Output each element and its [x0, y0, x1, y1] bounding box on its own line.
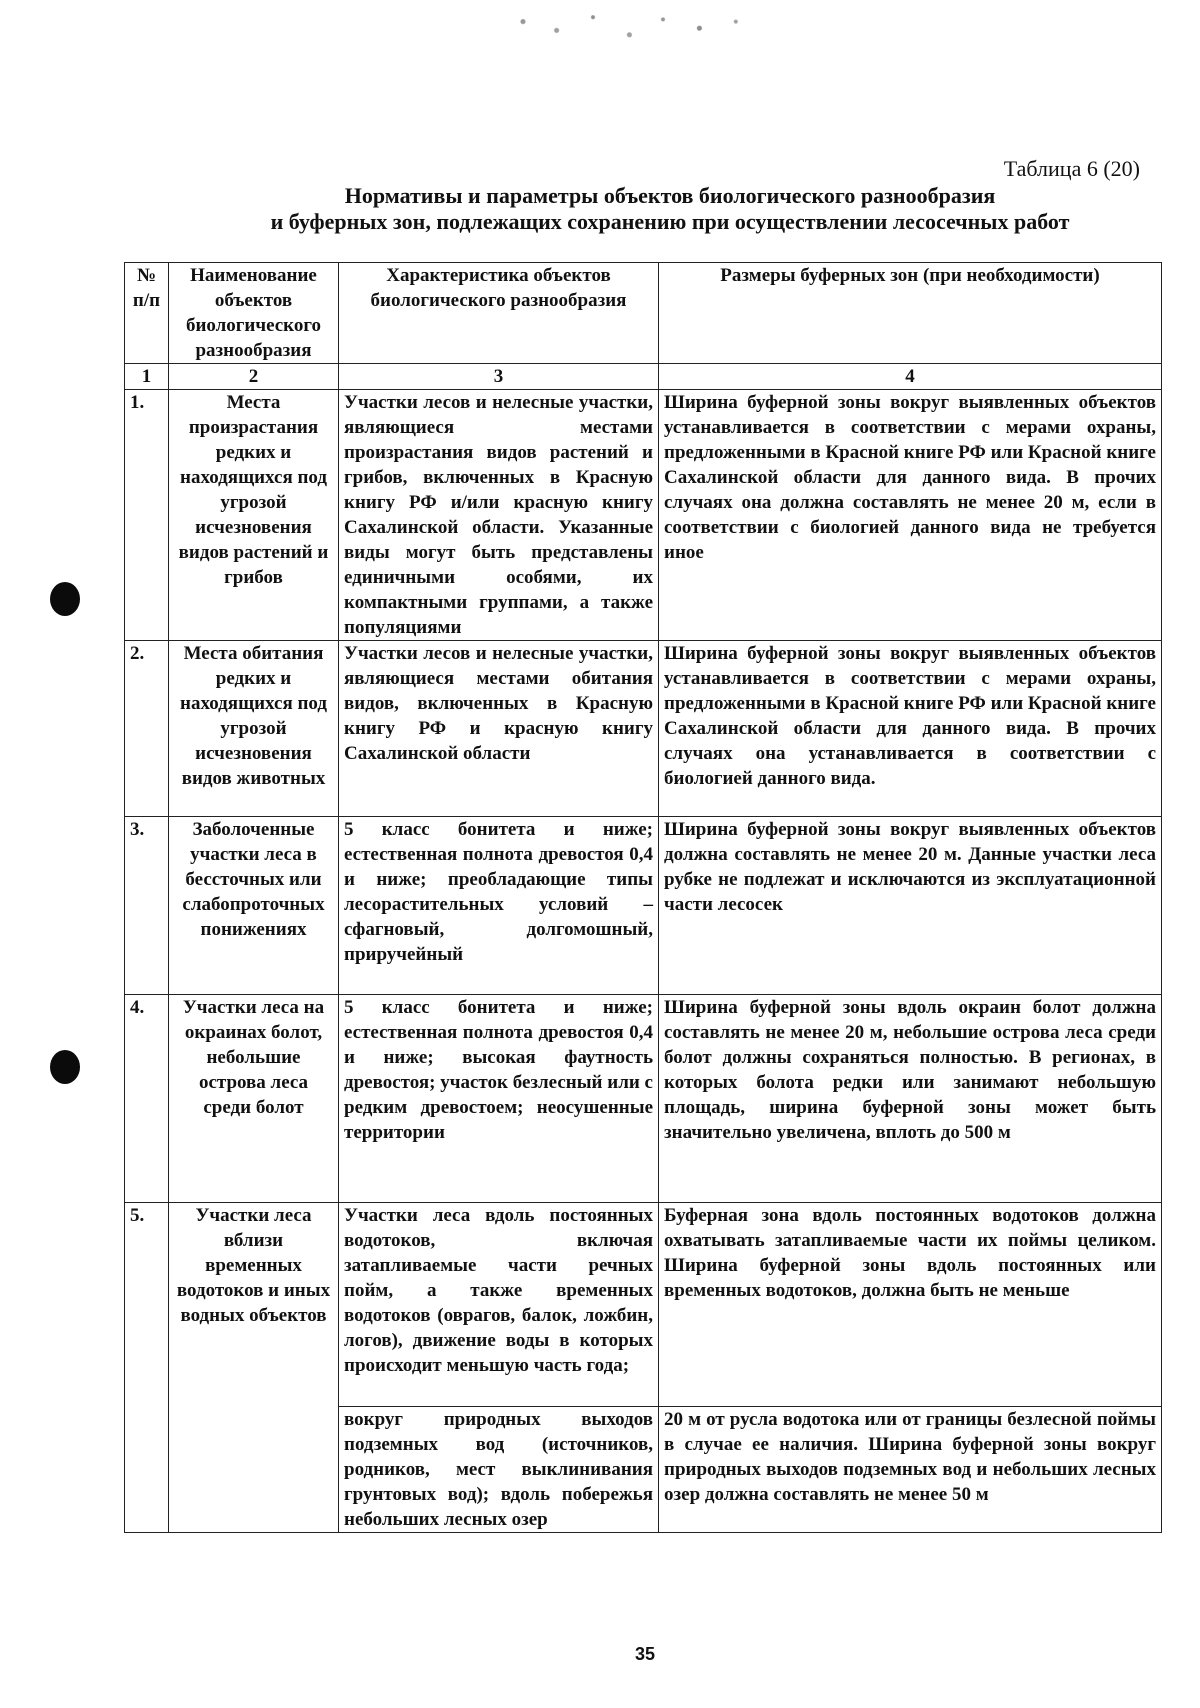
column-header: Характеристика объектов биологического разнообразия — [339, 263, 659, 364]
document-title — [0, 183, 1200, 235]
column-number: 2 — [169, 364, 339, 390]
page-number: 35 — [634, 1644, 656, 1664]
table-header-row — [125, 263, 1162, 364]
punch-hole-mark — [50, 1050, 80, 1084]
object-name: Участки леса на окраинах болот, небольшие острова леса среди болот — [169, 995, 339, 1203]
object-name: Участки леса вблизи временных водотоков и иных водных объектов — [169, 1203, 339, 1533]
title-line: Нормативы и параметры объектов биологического разнообразия — [344, 183, 996, 208]
object-characteristic: вокруг природных выходов подземных вод (источников, родников, мест выклинивания грунтовых вод); вдоль побережья небольших лесных озер — [339, 1407, 659, 1533]
table-row — [125, 1203, 1162, 1407]
table-row — [125, 995, 1162, 1203]
row-number: 4. — [125, 995, 169, 1203]
object-characteristic: Участки лесов и нелесные участки, являющиеся местами произрастания видов растений и грибов, включенных в Красную книгу РФ и/или красную книгу Сахалинской области. Указанные виды могут быть представлены единичными особями, их компактными группами, а также популяциями — [339, 390, 659, 641]
column-header: Размеры буферных зон (при необходимости) — [659, 263, 1162, 364]
object-name: Места обитания редких и находящихся под угрозой исчезновения видов животных — [169, 641, 339, 817]
buffer-zone-size: Ширина буферной зоны вокруг выявленных объектов устанавливается в соответствии с мерами охраны, предложенными в Красной книге РФ или Красной книге Сахалинской области для данного вида. В прочих случаях она должна составлять не менее 20 м, если в соответствии с биологией данного вида не требуется иное — [659, 390, 1162, 641]
table-number: Таблица 6 (20) — [1003, 156, 1140, 181]
column-header: № п/п — [125, 263, 169, 364]
title-line: и буферных зон, подлежащих сохранению при осуществлении лесосечных работ — [270, 209, 1070, 234]
object-characteristic: 5 класс бонитета и ниже; естественная полнота древостоя 0,4 и ниже; высокая фаутность древостоя; участок безлесный или с редким древостоем; неосушенные территории — [339, 995, 659, 1203]
row-number: 2. — [125, 641, 169, 817]
buffer-zone-size: 20 м от русла водотока или от границы безлесной поймы в случае ее наличия. Ширина буферной зоны вокруг природных выходов подземных вод и небольших лесных озер должна составлять не менее 50 м — [659, 1407, 1162, 1533]
buffer-zone-size: Ширина буферной зоны вокруг выявленных объектов должна составлять не менее 20 м. Данные участки леса рубке не подлежат и исключаются из эксплуатационной части лесосек — [659, 817, 1162, 995]
biodiversity-table — [124, 262, 1162, 1533]
object-characteristic: Участки лесов и нелесные участки, являющиеся местами обитания видов, включенных в Красную книгу РФ и красную книгу Сахалинской области — [339, 641, 659, 817]
scan-noise-top — [495, 4, 775, 48]
buffer-zone-size: Ширина буферной зоны вдоль окраин болот должна составлять не менее 20 м, небольшие острова леса среди болот должны сохраняться полностью. В регионах, в которых болота редки или занимают небольшую площадь, ширина буферной зоны может быть значительно увеличена, вплоть до 500 м — [659, 995, 1162, 1203]
buffer-zone-size: Буферная зона вдоль постоянных водотоков должна охватывать затапливаемые части их поймы целиком. Ширина буферной зоны вдоль постоянных или временных водотоков, должна быть не меньше — [659, 1203, 1162, 1407]
table-row — [125, 390, 1162, 641]
object-name: Места произрастания редких и находящихся под угрозой исчезновения видов растений и грибов — [169, 390, 339, 641]
buffer-zone-size: Ширина буферной зоны вокруг выявленных объектов устанавливается в соответствии с мерами охраны, предложенными в Красной книге РФ или Красной книге Сахалинской области для данного вида. В прочих случаях она устанавливается в соответствии с биологией данного вида. — [659, 641, 1162, 817]
punch-hole-mark — [50, 582, 80, 616]
column-number: 4 — [659, 364, 1162, 390]
row-number: 3. — [125, 817, 169, 995]
column-number: 3 — [339, 364, 659, 390]
table-row — [125, 641, 1162, 817]
table-row — [125, 817, 1162, 995]
column-number-row — [125, 364, 1162, 390]
column-header: Наименование объектов биологического разнообразия — [169, 263, 339, 364]
object-characteristic: Участки леса вдоль постоянных водотоков, включая затапливаемые части речных пойм, а также временных водотоков (оврагов, балок, ложбин, логов), движение воды в которых происходит меньшую часть года; — [339, 1203, 659, 1407]
object-name: Заболоченные участки леса в бессточных или слабопроточных понижениях — [169, 817, 339, 995]
column-number: 1 — [125, 364, 169, 390]
row-number: 5. — [125, 1203, 169, 1533]
object-characteristic: 5 класс бонитета и ниже; естественная полнота древостоя 0,4 и ниже; преобладающие типы лесорастительных условий – сфагновый, долгомошный, приручейный — [339, 817, 659, 995]
row-number: 1. — [125, 390, 169, 641]
